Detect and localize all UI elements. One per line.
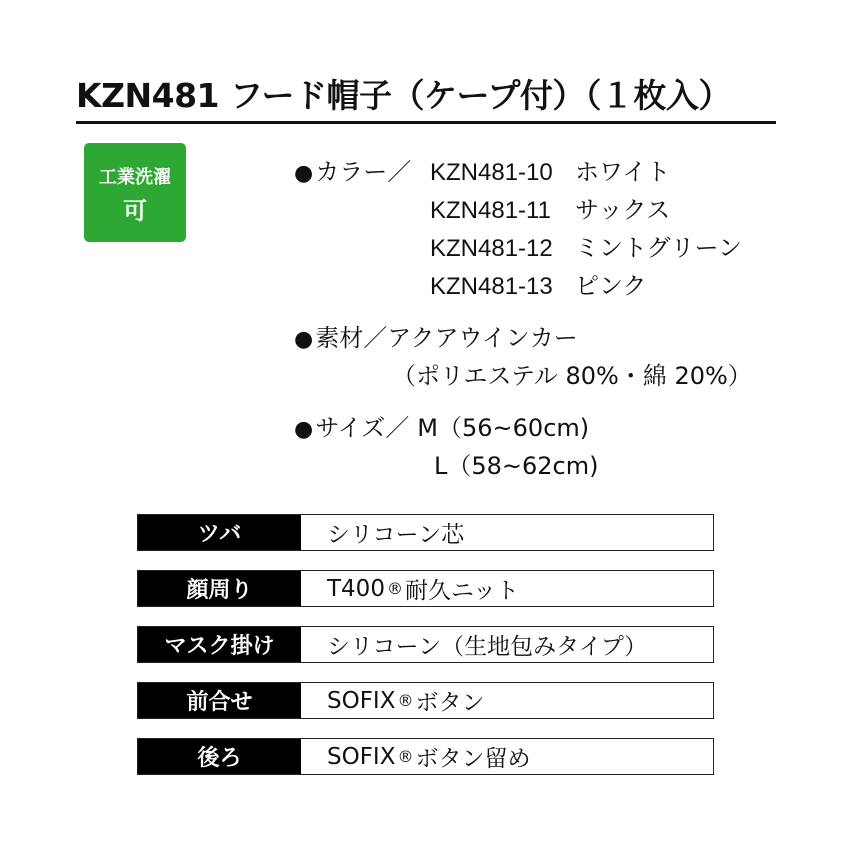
row-value	[301, 515, 713, 550]
color-label: カラー／	[315, 158, 412, 186]
registered-mark: ®	[397, 691, 414, 710]
row-value-text: ボタン留め	[415, 746, 531, 772]
size-item: M（56~60cm)	[417, 414, 590, 442]
size-item: L（58~62cm)	[434, 452, 599, 480]
title-divider	[76, 121, 776, 124]
row-value-text: T400	[327, 575, 385, 602]
color-spec	[294, 152, 411, 187]
table-row	[137, 738, 714, 775]
size-spec	[294, 408, 589, 443]
material-spec	[294, 318, 578, 353]
material-label: 素材／アクアウインカー	[315, 324, 578, 352]
row-value	[301, 683, 713, 718]
table-row	[137, 570, 714, 607]
row-value	[301, 571, 713, 606]
row-value-text: シリコーン（生地包みタイプ）	[327, 634, 648, 660]
color-code: KZN481-13	[430, 273, 553, 300]
bullet-icon: ●	[294, 161, 314, 186]
color-name: サックス	[575, 196, 671, 224]
row-label: 前合せ	[138, 683, 301, 718]
row-value	[301, 627, 713, 662]
color-item	[430, 266, 647, 301]
color-item	[430, 228, 742, 263]
size-label: サイズ／	[315, 414, 410, 442]
row-label: マスク掛け	[138, 627, 301, 662]
registered-mark: ®	[386, 579, 403, 598]
color-item	[430, 190, 670, 225]
material-detail: （ポリエステル 80%・綿 20%）	[392, 362, 752, 390]
table-row	[137, 626, 714, 663]
table-row	[137, 514, 714, 551]
page-title: KZN481 フード帽子（ケープ付）（１枚入）	[76, 76, 731, 115]
row-value-text: シリコーン芯	[327, 522, 465, 548]
registered-mark: ®	[397, 747, 414, 766]
row-value-text: SOFIX	[327, 743, 396, 770]
table-row	[137, 682, 714, 719]
bullet-icon: ●	[294, 417, 314, 442]
industrial-wash-badge	[84, 143, 186, 242]
color-name: ホワイト	[575, 158, 671, 186]
row-value-text: ボタン	[415, 690, 485, 716]
bullet-icon: ●	[294, 327, 314, 352]
wash-badge-line2: 可	[123, 197, 147, 225]
color-code: KZN481-11	[430, 197, 551, 224]
color-name: ピンク	[575, 272, 647, 300]
color-item	[430, 152, 670, 187]
color-name: ミントグリーン	[575, 234, 743, 262]
row-label: ツバ	[138, 515, 301, 550]
wash-badge-line1: 工業洗濯	[99, 167, 171, 188]
row-value-text: 耐久ニット	[404, 578, 520, 604]
row-value-text: SOFIX	[327, 687, 396, 714]
row-value	[301, 739, 713, 774]
row-label: 後ろ	[138, 739, 301, 774]
row-label: 顔周り	[138, 571, 301, 606]
color-code: KZN481-12	[430, 235, 553, 262]
color-code: KZN481-10	[430, 159, 553, 186]
